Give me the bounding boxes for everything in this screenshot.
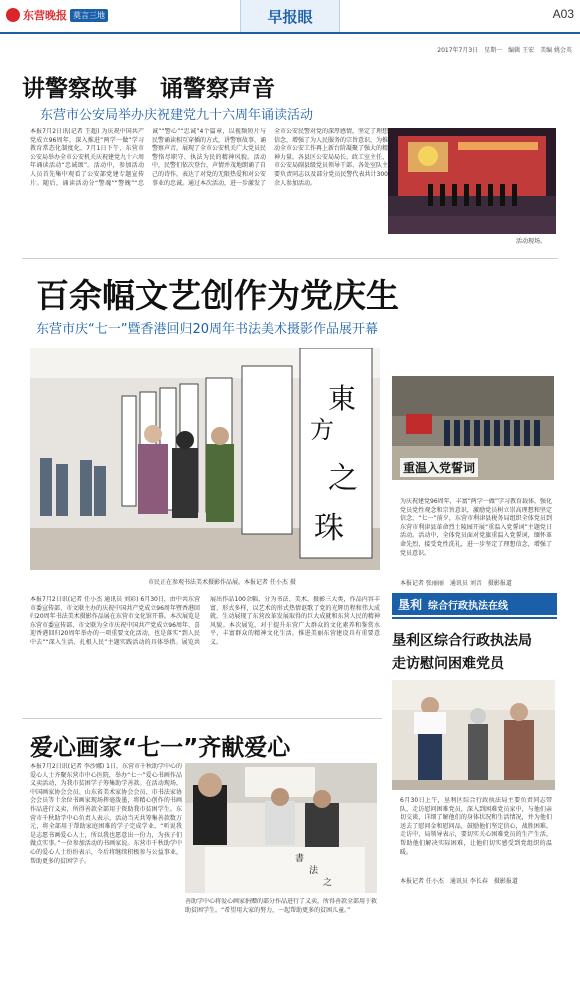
dateline: 2017年7月3日 星期一 编辑 王宏 美编 姚会英 [437, 47, 572, 54]
article4-body: 为庆祝建党96周年，丰富“两学一做”学习教育载体，强化党员党性观念和宗旨意识，激励党员树立崇高理想和坚定信念，“七一”前夕，东营市利津县税务局组织全体党员到东营市利津县革命烈士陵园开展“重温入党誓词”主题党日活动。活动中，全体党员面对党旗重温入党誓词，缅怀革命先烈，接受党性洗礼，进一步坚定了理想信念，增强了党员意识。 [400, 498, 552, 557]
page-number: A03 [552, 7, 574, 21]
paper-name: 东营晚报 [23, 9, 67, 22]
logo-badge: 莫言三地 [70, 9, 108, 22]
calligraphy-scene-image [185, 763, 377, 893]
article2-subtitle: 东营市庆“七一”暨香港回归20周年书法美术摄影作品展开幕 [36, 322, 379, 337]
visit-scene-image [392, 680, 555, 790]
stage-scene-image [388, 128, 556, 234]
article3-body: 本报7月2日讯(记者 李沙娜) 1日，东营市千秋助学中心的爱心人士齐聚东营市中心医院，举办“七一”爱心书画作品义卖活动，为我市贫困学子筹集助学善款。在活动现场，中国画家协会会员、山东省美术家协会会员、市书法家协会会员等十余位书画家现场挥毫泼墨，将精心创作的书画作品进行义卖，所得善款全部用于资助我市贫困学生。东营市千秋助学中心负责人表示，活动当天共筹集善款数万元，将全部用于帮助家庭困难的学子完成学业。“听说我是志愿书画爱心人士，所以我也愿意出一份力，为孩子们做点实事。”一位参加活动的书画家说。东营市千秋助学中心的爱心人士纷纷表示，今后将继续积极参与公益事业，帮助更多的贫困学子。 [30, 763, 182, 865]
svg-text:之: 之 [323, 878, 333, 888]
svg-text:東: 東 [328, 382, 357, 415]
section-title: 早报眼 [240, 0, 340, 32]
svg-text:書: 書 [295, 854, 305, 864]
article2-caption: 市民正在参观书法美术摄影作品展。本报记者 任小杰 摄 [148, 579, 296, 586]
article3-continued: 善助学中心将爱心画家捐赠的部分作品进行了义卖，所得善款全部用于救助贫困学生。“希望用大家的努力，一起帮助更多的贫困儿童。” [185, 898, 377, 914]
article1-photo [388, 128, 556, 234]
article5-title-line2: 走访慰问困难党员 [392, 656, 504, 672]
article5-byline: 本报记者 任小杰 通讯员 李长春 摄影报道 [400, 878, 518, 885]
article5-title-line1: 垦利区综合行政执法局 [392, 633, 532, 649]
article5-body: 6月30日上午，垦利区综合行政执法局主要负责同志带队，走访慰问困难党员，深入到困难党员家中，与他们亲切交谈，详细了解他们的身体状况和生活情况，并为他们送去了慰问金和慰问品，鼓励他们坚定信心，战胜困难。走访中，局领导表示，要切实关心困难党员的生产生活，帮助他们解决实际困难，让他们切实感受到党组织的温暖。 [400, 797, 552, 856]
logo-mark-icon [6, 8, 20, 22]
article1-title: 讲警察故事 诵警察声音 [22, 76, 275, 102]
article1-subtitle: 东营市公安局举办庆祝建党九十六周年诵读活动 [40, 108, 314, 123]
svg-text:法: 法 [309, 866, 319, 876]
article4-photo-label: 重温入党誓词 [400, 458, 478, 477]
article4-byline: 本报记者 张丽丽 通讯员 刘音 摄影报道 [400, 580, 512, 587]
article1-body: 本报7月2日讯(记者 王超) 为庆祝中国共产党成立96周年，深入推进“两学一做”学习教育常态化制度化，7月1日下午，东营市公安局举办全市公安机关庆祝建党九十六周年诵读活动“忠诚颂”。活动中，参加活动人员首先集中观看了公安部党建专题宣传片。随后，诵读活动分“警魂”“警魄”“忠诚”“警心”“忠诚”4个篇章，以视频短片与民警诵读相互穿插的方式，讲警察故事，诵警察声音，展现了全市公安机关广大党员民警恪尽职守、执法为民的精神风貌。活动中，民警们依次登台，声情并茂地朗诵了自己的诗作，表达了对党的无限热爱和对公安事业的忠诚。通过本次活动，进一步激发了全市公安民警对党的深厚感情，坚定了理想信念，增强了为人民服务的宗旨意识，为推动全市公安工作再上新台阶凝聚了强大的精神力量。各县区公安局局长、政工室主任、市公安局副县级党员领导干部、各处室队主要负责同志以及部分党员民警代表共计300余人参加活动。 [30, 128, 388, 187]
article2-title: 百余幅文艺创作为党庆生 [36, 276, 399, 315]
banner-brand: 垦利 [398, 597, 423, 612]
banner-title: 综合行政执法在线 [428, 600, 509, 612]
article2-body: 本报7月2日讯(记者 任小杰 通讯员 刘彩) 6月30日，由中共东营市委宣传部、市文联主办的庆祝中国共产党成立96周年暨香港回归20周年书法美术摄影作品展在东营市文化馆开幕。本次展览是东营市委宣传部、市文联为全市庆祝中国共产党成立96周年、喜迎香港回归20周年举办的一项重要文化活动，也是落实“到人民中去”“深入生活、扎根人民”主题实践活动的具体举措。展览共展出作品100余幅，分为书法、美术、摄影三大类，作品内容丰富、形式多样，以艺术的形式热情讴歌了党的光辉历程和伟大成就，生动展现了东营改革发展取得的巨大成就和东营人民的精神风貌。本次展览，对于提升东营广大群众的文化素养和鉴赏水平，丰富群众的精神文化生活，推进美丽东营建设具有重要意义。 [30, 596, 380, 646]
exhibition-scene-image [30, 348, 380, 570]
masthead-rule [0, 32, 580, 34]
svg-text:珠: 珠 [314, 511, 344, 546]
divider [22, 258, 558, 259]
article3-photo [185, 763, 377, 893]
svg-text:之: 之 [328, 461, 358, 496]
masthead-logo [6, 6, 126, 24]
banner-rule [392, 617, 557, 619]
article1-caption: 活动现场。 [516, 238, 547, 245]
divider [22, 718, 382, 719]
article3-title: 爱心画家“七一”齐献爱心 [30, 735, 291, 761]
feature-banner [392, 593, 557, 615]
svg-text:方: 方 [310, 416, 334, 444]
article2-photo [30, 348, 380, 570]
article5-photo [392, 680, 555, 790]
